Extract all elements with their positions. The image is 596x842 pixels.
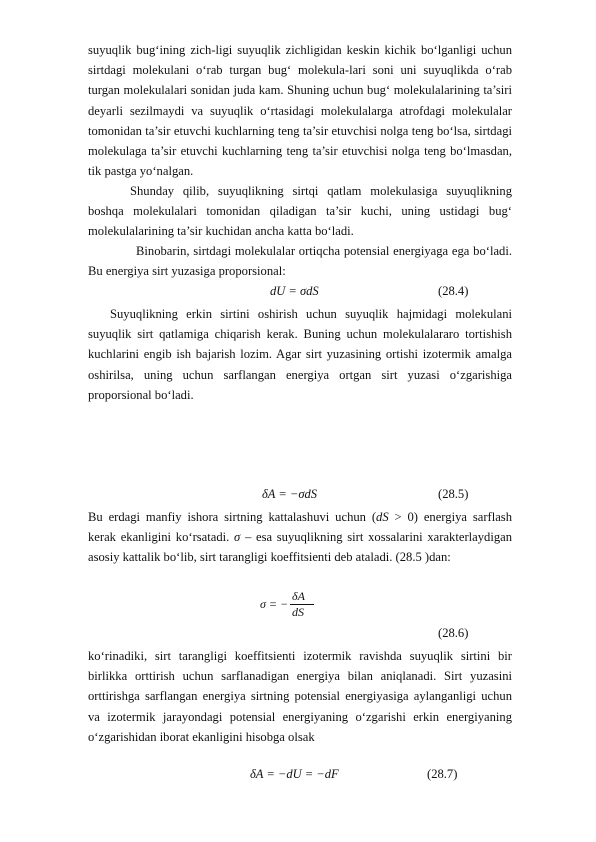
paragraph-1: suyuqlik bug‘ining zich-ligi suyuqlik zichligidan keskin kichik bo‘lganligi uchun sirtdagi molekulani o‘rab turgan bug‘ molekula-lari soni uni suyuqlikda o‘rab turgan molekulalari sonidan juda kam. Shuning uchun bug‘ molekulalarining ta’siri deyarli sezilmaydi va suyuqlik o‘rtasidagi molekulalarga atrofdagi molekulalar tomonidan ta’sir etuvchi kuchlarning teng ta’sir etuvchisi nolga teng bo‘lsa, sirtdagi molekulaga ta’sir etuvchi kuchlarning teng ta’sir etuvchisi nolga teng bo‘lmasdan, tik pastga yo‘nalgan. (88, 43, 512, 179)
symbol-sigma: σ (234, 530, 241, 545)
equation-number-28-7: (28.7) (427, 767, 458, 781)
paragraph-2: Shunday qilib, suyuqlikning sirtqi qatlam molekulasiga suyuqlikning boshqa molekulalari tomonidan qiladigan ta’sir kuchi, uning ustidagi bug‘ molekulalarining ta’sir kuchidan ancha katta bo‘ladi. (88, 184, 512, 239)
paragraph-3: Binobarin, sirtdagi molekulalar ortiqcha potensial energiyaga ega bo‘ladi. Bu energiya sirt yuzasiga proporsional: (88, 244, 512, 279)
equation-28-5: δA = −σdS (262, 487, 318, 501)
paragraph-6: ko‘rinadiki, sirt tarangligi koeffitsienti izotermik ravishda suyuqlik sirtini bir birlikka orttirish uchun sarflanadigan energiya bilan aniqlanadi. Sirt yuzasini orttirishga sarflangan energiya sirtning potensial energiyasiga aylanganligi uchun va izotermik jarayondagi potensial energiyaning o‘zgarishi erkin energiyaning o‘zgarishidan iborat ekanligini hisobga olsak (88, 649, 512, 744)
fraction-denominator: dS (292, 605, 304, 619)
equation-number-28-4: (28.4) (438, 284, 469, 298)
equation-28-4: dU = σdS (270, 284, 319, 298)
fraction-numerator: δA (292, 589, 305, 603)
symbol-ds: dS (376, 510, 389, 524)
equation-28-6-lhs: σ = − (260, 597, 289, 611)
paragraph-4: Suyuqlikning erkin sirtini oshirish uchun suyuqlik hajmidagi molekulani suyuqlik sirt qatlamiga chiqarish kerak. Buning uchun molekulalararo tortishish kuchlarini engib ish bajarish lozim. Agar sirt yuzasining ortishi izotermik amalga oshirilsa, uning uchun sarflangan energiya ortgan sirt yuzasi o‘zgarishiga proporsional bo‘ladi. (88, 307, 512, 402)
equation-28-6 (260, 589, 336, 623)
paragraph-5: Bu erdagi manfiy ishora sirtning kattalashuvi uchun (dS > 0) energiya sarflash kerak ekanligini ko‘rsatadi. σ – esa suyuqlikning sirt xossalarini xarakterlaydigan asosiy kattalik bo‘lib, sirt tarangligi koeffitsienti deb ataladi. (28.5 )dan: (88, 510, 513, 565)
equation-number-28-5: (28.5) (438, 487, 469, 501)
equation-28-7: δA = −dU = −dF (250, 767, 339, 781)
equation-number-28-6: (28.6) (438, 626, 469, 640)
